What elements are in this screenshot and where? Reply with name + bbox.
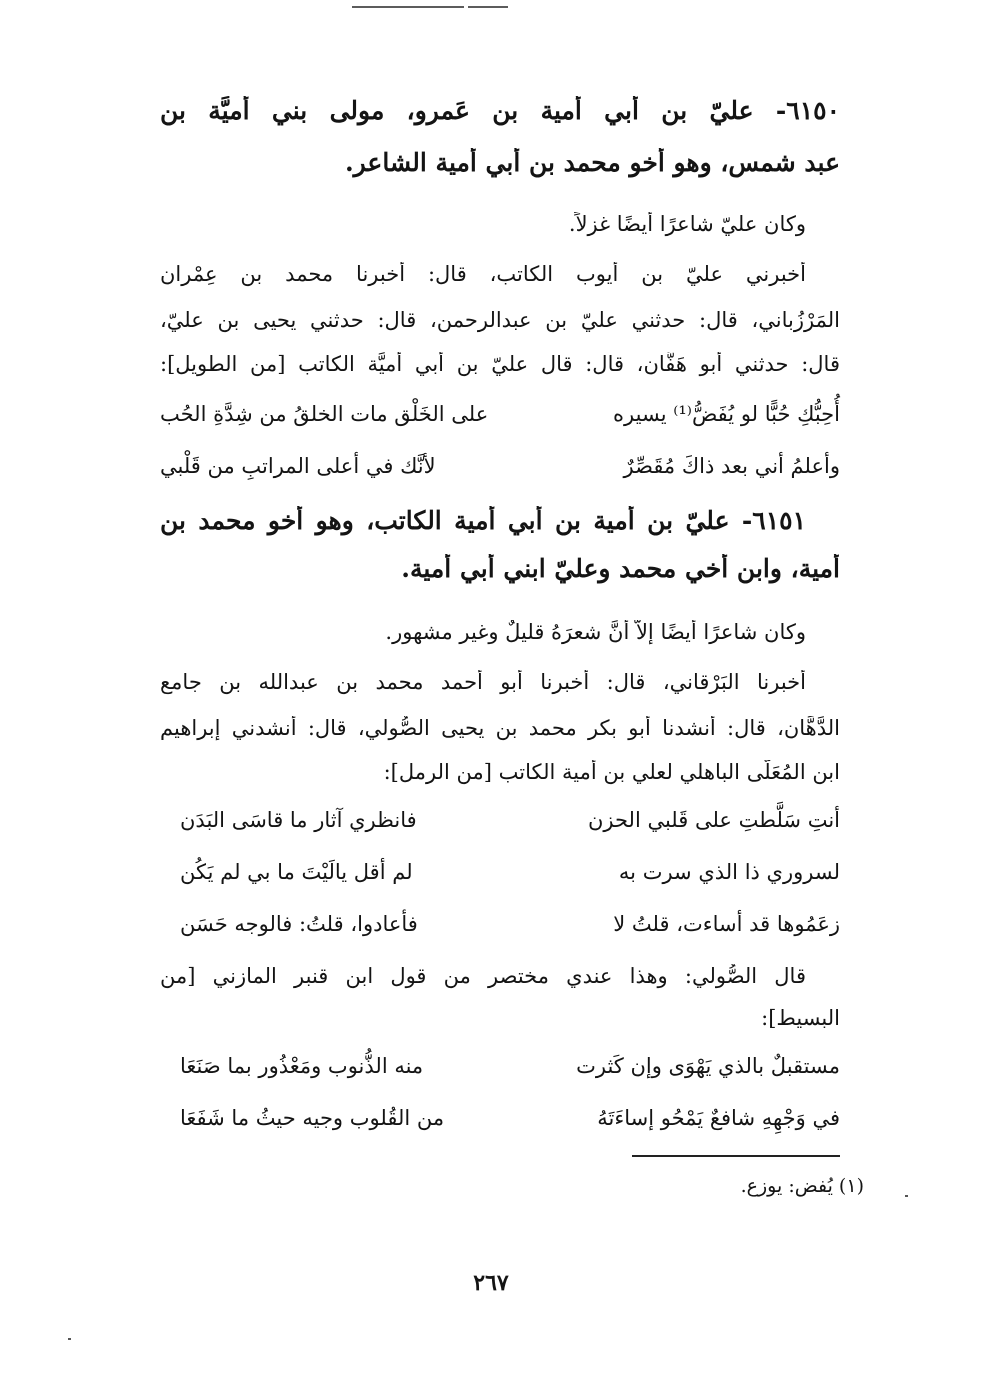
entry-6151-heading: أمية، وابن أخي محمد وعليّ ابني أبي أمية. <box>401 554 840 583</box>
verse-hemistich: أنتِ سَلَّطتِ على قَلبي الحزن <box>587 808 840 832</box>
poem-verse <box>180 912 840 937</box>
verse-hemistich: مستقبلٌ بالذي يَهْوَى وإن كَثرت <box>576 1054 840 1078</box>
entry-6151-isnad: أخبرنا البَرْقاني، قال: أخبرنا أبو أحمد محمد بن عبدالله بن جامع <box>160 670 806 694</box>
verse-hemistich: على الخَلْق مات الخلقُ من شِدَّةِ الحُب <box>160 402 489 426</box>
verse-hemistich: من القُلوب وجيه حيثُ ما شَفَعَا <box>180 1106 445 1130</box>
verse-hemistich: في وَجْهِهِ شافعٌ يَمْحُو إساءَتَهُ <box>597 1106 840 1130</box>
entry-6151-heading: ٦١٥١- عليّ بن أمية بن أبي أمية الكاتب، وهو أخو محمد بن <box>160 506 806 535</box>
entry-6150-remark: وكان عليّ شاعرًا أيضًا غزلاً. <box>568 212 806 236</box>
entry-6150-isnad: المَرْزُباني، قال: حدثني عليّ بن عبدالرحمن، قال: حدثني يحيى بن عليّ، <box>160 308 840 332</box>
verse-hemistich: أُحِبُّكِ حُبًّا لو يُفَضُّ⁽¹⁾ يسيره <box>613 402 840 426</box>
verse-hemistich: فأعادوا، قلتُ: فالوجه حَسَن <box>180 912 418 936</box>
suli-comment: قال الصُّولي: وهذا عندي مختصر من قول ابن قنبر المازني [من <box>160 964 806 988</box>
poem-verse <box>180 860 840 885</box>
scan-speck <box>905 1195 908 1197</box>
suli-comment: البسيط]: <box>761 1006 840 1030</box>
verse-hemistich: زعَمُوها قد أساءت، قلتُ لا <box>613 912 840 936</box>
entry-6150-isnad: أخبرني عليّ بن أيوب الكاتب، قال: أخبرنا محمد بن عِمْران <box>160 262 806 286</box>
poem-verse <box>160 454 840 479</box>
verse-hemistich: لأنَّك في أعلى المراتبِ من قَلْبي <box>160 454 436 478</box>
verse-hemistich: منه الذُّنوب ومَعْذُور بما صَنَعَا <box>180 1054 424 1078</box>
verse-hemistich: وأعلمُ أني بعد ذاكَ مُقَصِّرٌ <box>623 454 840 478</box>
footnote-separator <box>632 1155 840 1157</box>
poem-verse <box>180 1054 840 1079</box>
verse-hemistich: لسروري ذا الذي سرت به <box>618 860 840 884</box>
verse-hemistich: لم أقل يالَيْتَ ما بي لم يَكُن <box>180 860 413 884</box>
poem-verse <box>180 808 840 833</box>
poem-verse <box>180 1106 840 1131</box>
scan-speck <box>68 1338 71 1340</box>
poem-verse <box>160 402 840 427</box>
entry-6151-remark: وكان شاعرًا أيضًا إلاّ أنَّ شعرَهُ قليلٌ وغير مشهور. <box>385 620 806 644</box>
verse-hemistich: فانظري آثار ما قاسَى البَدَن <box>180 808 417 832</box>
entry-6150-heading: عبد شمس، وهو أخو محمد بن أبي أمية الشاعر. <box>344 148 840 177</box>
page-number: ٢٦٧ <box>473 1270 509 1296</box>
entry-6150-isnad: قال: حدثني أبو هَفَّان، قال: قال عليّ بن أبي أميَّة الكاتب [من الطويل]: <box>160 352 840 376</box>
footnote: (١) يُفض: يوزع. <box>740 1175 864 1197</box>
entry-6151-isnad: ابن المُعَلَّى الباهلي لعلي بن أُمية الكاتب [من الرمل]: <box>383 760 840 784</box>
entry-6150-heading: ٦١٥٠- عليّ بن أبي أمية بن عَمرو، مولى بني أميَّة بن <box>160 96 840 125</box>
entry-6151-isnad: الدَّهَّان، قال: أنشدنا أبو بكر محمد بن يحيى الصُّولي، قال: أنشدني إبراهيم <box>160 716 840 740</box>
